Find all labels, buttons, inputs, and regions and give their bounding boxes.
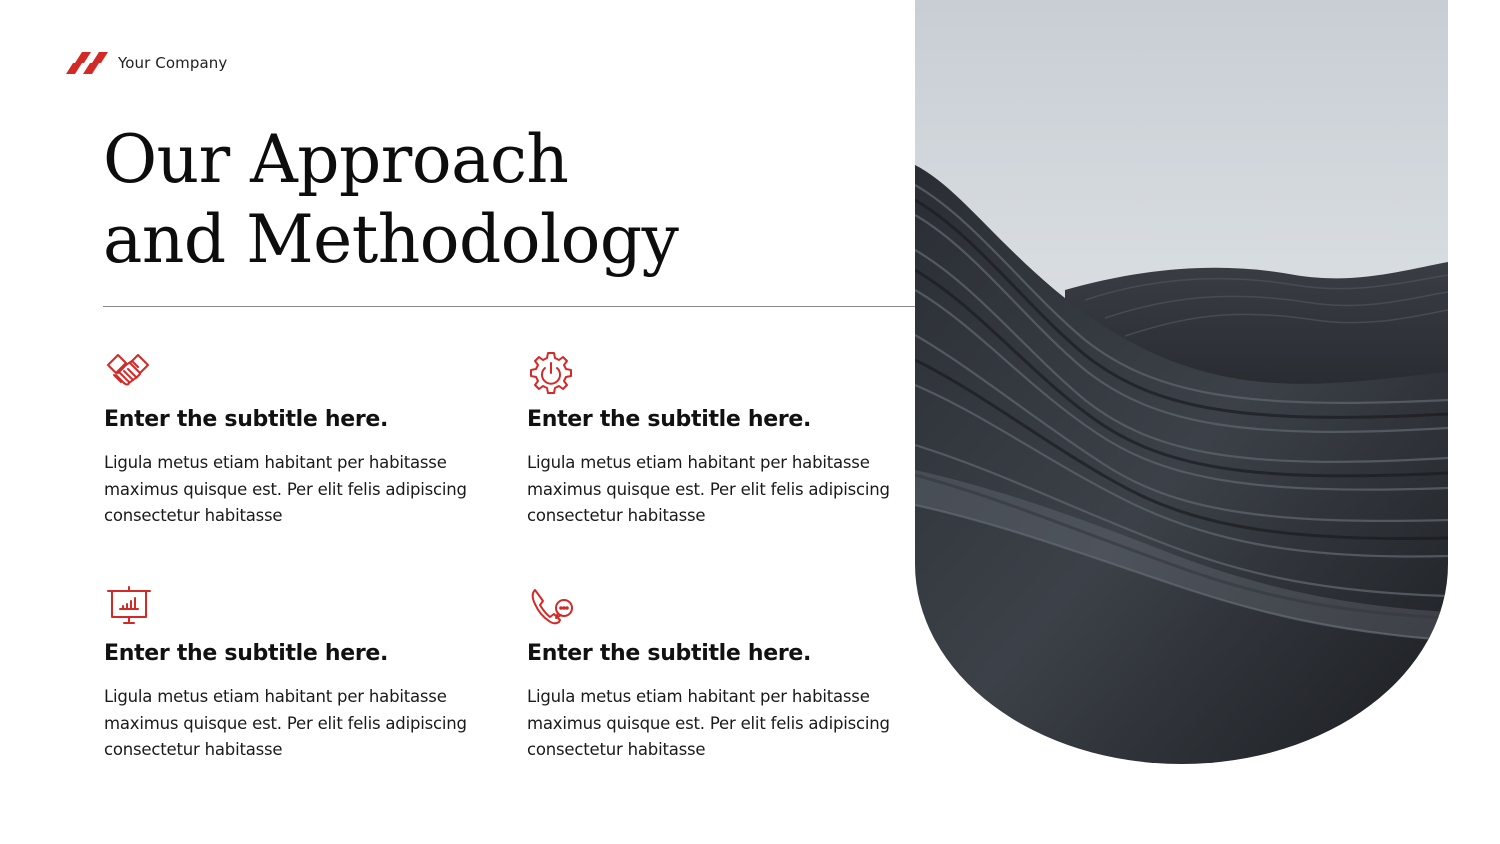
presentation-chart-icon <box>104 582 152 630</box>
item-description: Ligula metus etiam habitant per habitasse maximus quisque est. Per elit felis adipiscing consectetur habitasse <box>527 687 890 759</box>
gear-power-icon <box>527 348 575 396</box>
page-title-line-1: Our Approach <box>103 121 569 198</box>
company-logo-icon <box>66 52 108 74</box>
approach-item-2 <box>526 348 906 525</box>
page-title-line-2: and Methodology <box>103 201 679 278</box>
item-subtitle: Enter the subtitle here. <box>104 641 389 666</box>
approach-item-1 <box>103 348 483 525</box>
title-divider <box>103 306 916 307</box>
company-name: Your Company <box>118 54 228 72</box>
approach-item-4 <box>526 582 906 759</box>
hero-image <box>915 0 1448 764</box>
approach-item-3 <box>103 582 483 759</box>
phone-chat-icon <box>527 582 575 630</box>
page-title <box>103 120 823 280</box>
item-subtitle: Enter the subtitle here. <box>527 641 812 666</box>
item-subtitle: Enter the subtitle here. <box>104 407 389 432</box>
handshake-icon <box>104 348 152 396</box>
brand <box>66 52 227 74</box>
item-description: Ligula metus etiam habitant per habitasse maximus quisque est. Per elit felis adipiscing consectetur habitasse <box>104 687 467 759</box>
item-description: Ligula metus etiam habitant per habitasse maximus quisque est. Per elit felis adipiscing consectetur habitasse <box>104 453 467 525</box>
item-subtitle: Enter the subtitle here. <box>527 407 812 432</box>
item-description: Ligula metus etiam habitant per habitasse maximus quisque est. Per elit felis adipiscing consectetur habitasse <box>527 453 890 525</box>
